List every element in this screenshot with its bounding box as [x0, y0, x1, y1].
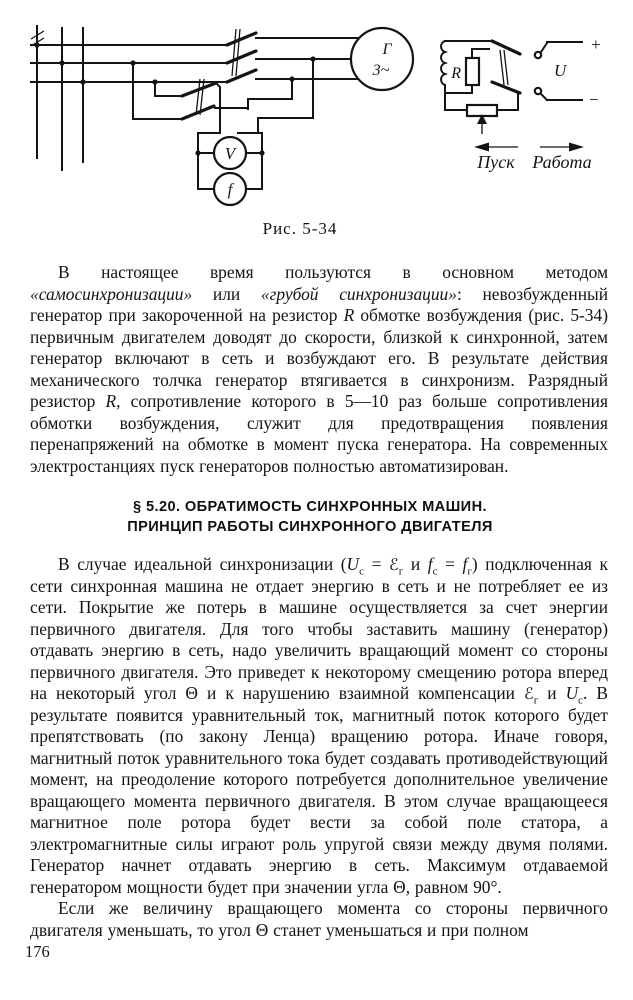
main-switch: [227, 29, 256, 82]
paragraph-3: Если же величину вращающего момента со стороны первичного двигателя уменьшать, то угол Θ станет уменьшаться и при полном: [30, 898, 608, 940]
dc-terminals: [535, 35, 602, 109]
contact-bridge: [467, 105, 497, 134]
page-number: 176: [25, 942, 50, 961]
paragraph-2: В случае идеальной синхронизации ($U_с$ = ℰ$_г$ и $f_с = f_г$) подключенная к сети синхронная машина не отдает энергию в сеть и не потребляет ее из сети. Покрытие же потерь в машине осуществляется за счет энергии первичного двигателя. Для того чтобы заставить машину (генератор) отдавать энергию в сеть, надо увеличить вращающий момент со стороны первичного двигателя. Это приведет к некоторому смещению ротора вперед на некоторый угол Θ и к нарушению взаимной компенсации ℰ$_г$ и $U_с$. В результате появится уравнительный ток, магнитный поток которого будет препятствовать (по закону Ленца) вращению ротора. Иначе говоря, магнитный поток уравнительного тока будет создавать противодействующий момент, на преодоление которого потребуется дополнительное увеличение вращающего момента первичного двигателя. В этом случае вращающееся магнитное поле ротора будет вести за собой поле статора, а электромагнитные силы играют роль упругой связи между двумя полями. Генератор начнет отдавать энергию в сеть. Максимум отдаваемой генератором мощности будет при значении угла Θ, равном 90°.: [30, 554, 608, 897]
field-circuit: [441, 35, 601, 172]
main-switch-link: [232, 29, 240, 76]
minus-label: −: [588, 90, 600, 109]
generator-symbol: [351, 28, 413, 90]
run-arrow: [531, 143, 591, 173]
generator-wires: [256, 38, 358, 82]
paragraph-1: В настоящее время пользуются в основном методом «самосинхронизации» или «грубой синхронизации»: невозбужденный генератор при закороченной на резистор R обмотке возбуждения (рис. 5-34) первичным двигателем доводят до скорости, близкой к синхронной, затем генератор включают в сеть и возбуждают его. В результате действия механического толчка генератор втягивается в синхронизм. Разрядный резистор R, сопротивление которого в 5—10 раз больше сопротивления обмотки возбуждения, служит для предотвращения появления перенапряжений на обмотке в момент пуска генератора. На современных электростанциях пуск генераторов полностью автоматизирован.: [30, 262, 608, 476]
voltmeter-symbol: [214, 137, 246, 169]
generator-letter-label: Г: [382, 41, 392, 58]
generator-phase-label: 3~: [372, 62, 390, 79]
bus-lines: [30, 26, 226, 170]
section-heading-line2: ПРИНЦИП РАБОТЫ СИНХРОННОГО ДВИГАТЕЛЯ: [127, 518, 493, 535]
field-switch-link: [500, 50, 508, 85]
figure-5-34: [30, 22, 610, 212]
resistor-symbol: [445, 49, 489, 93]
instrument-switch: [130, 59, 313, 133]
plus-label: +: [590, 35, 602, 54]
figure-caption: Рис. 5-34: [262, 219, 338, 238]
circuit-diagram: [30, 22, 610, 212]
frequency-meter-label: f: [227, 180, 233, 199]
voltage-label: U: [554, 61, 567, 80]
field-switch-upper-blade: [492, 41, 520, 54]
section-heading: [30, 498, 590, 537]
voltmeter-label: V: [224, 144, 236, 163]
instrument-branch: [195, 133, 264, 205]
start-label: Пуск: [477, 152, 515, 172]
run-label: Работа: [532, 152, 592, 172]
field-switch-lower-blade: [492, 82, 520, 93]
start-arrow: [474, 143, 518, 173]
resistor-label: R: [451, 65, 461, 82]
frequency-meter-symbol: [214, 173, 246, 205]
section-heading-line1: § 5.20. ОБРАТИМОСТЬ СИНХРОННЫХ МАШИН.: [133, 499, 487, 515]
field-coil: [441, 41, 445, 85]
